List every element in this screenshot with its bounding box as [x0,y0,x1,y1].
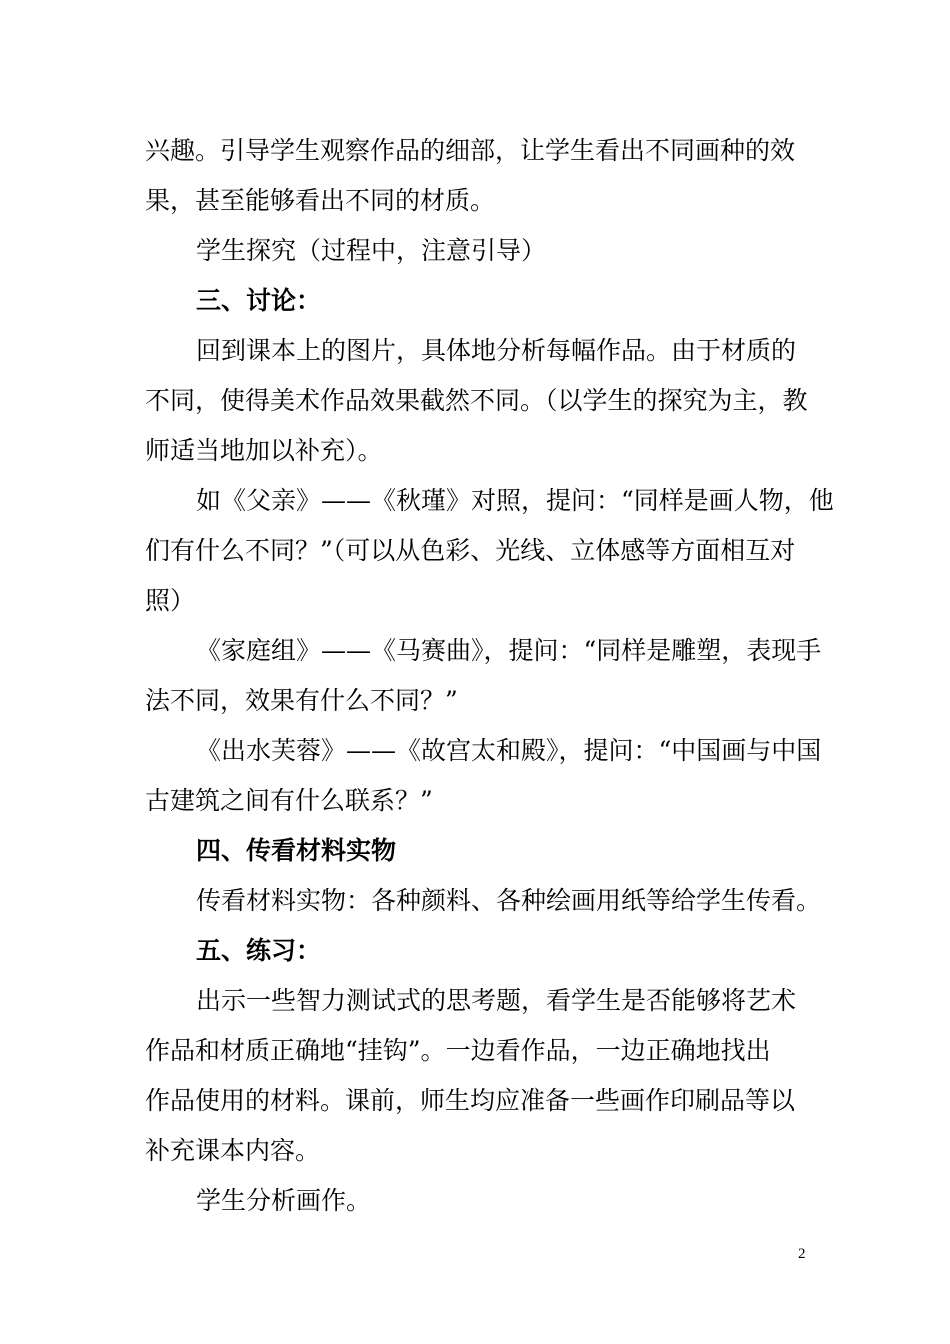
body-text-line: 《家庭组》——《马赛曲》，提问：“同样是雕塑，表现手 [196,636,822,665]
body-text-line: 出示一些智力测试式的思考题，看学生是否能够将艺术 [196,986,797,1015]
section-heading: 三、讨论： [196,286,322,315]
body-text-line: 《出水芙蓉》——《故宫太和殿》，提问：“中国画与中国 [196,736,822,765]
body-text-line: 古建筑之间有什么联系？” [145,786,433,815]
body-text-line: 果，甚至能够看出不同的材质。 [145,186,496,215]
body-text-line: 如《父亲》——《秋瑾》对照，提问：“同样是画人物，他 [196,486,834,515]
page-number: 2 [798,1246,806,1262]
body-text-line: 兴趣。引导学生观察作品的细部，让学生看出不同画种的效 [145,136,796,165]
section-heading: 四、传看材料实物 [196,836,397,865]
body-text-line: 师适当地加以补充）。 [145,436,383,465]
section-heading: 五、练习： [196,936,322,965]
body-text-line: 学生分析画作。 [196,1186,372,1215]
body-text-line: 学生探究（过程中，注意引导） [196,236,547,265]
body-text-line: 回到课本上的图片，具体地分析每幅作品。由于材质的 [196,336,797,365]
body-text-line: 补充课本内容。 [145,1136,321,1165]
body-text-line: 作品和材质正确地“挂钩”。一边看作品，一边正确地找出 [145,1036,771,1065]
body-text-line: 照） [145,586,196,615]
body-text-line: 们有什么不同？”（可以从色彩、光线、立体感等方面相互对 [145,536,796,565]
body-text-line: 传看材料实物：各种颜料、各种绘画用纸等给学生传看。 [196,886,822,915]
body-text-line: 不同，使得美术作品效果截然不同。（以学生的探究为主，教 [145,386,808,415]
body-text-line: 法不同，效果有什么不同？” [145,686,458,715]
body-text-line: 作品使用的材料。课前，师生均应准备一些画作印刷品等以 [145,1086,796,1115]
